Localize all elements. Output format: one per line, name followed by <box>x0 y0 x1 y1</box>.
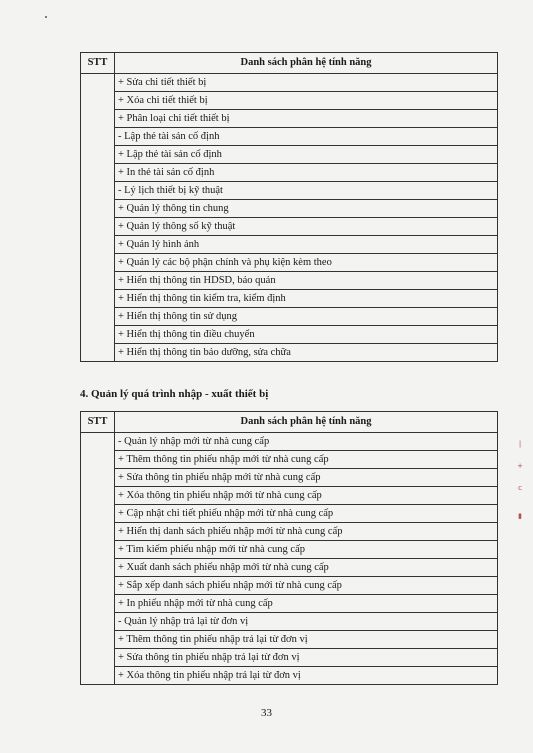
feature-cell: + Quản lý thông tin chung <box>115 200 498 218</box>
feature-cell: + Hiển thị thông tin HDSD, bảo quản <box>115 272 498 290</box>
table-row <box>81 218 498 236</box>
feature-cell: - Quản lý nhập trả lại từ đơn vị <box>115 613 498 631</box>
feature-cell: + Hiển thị thông tin điều chuyển <box>115 326 498 344</box>
feature-table-1 <box>80 52 498 362</box>
feature-cell: + Hiển thị danh sách phiếu nhập mới từ nhà cung cấp <box>115 523 498 541</box>
feature-cell: + Sửa thông tin phiếu nhập trả lại từ đơn vị <box>115 649 498 667</box>
table-header-row <box>81 53 498 74</box>
feature-table-2 <box>80 411 498 685</box>
feature-cell: + Xóa thông tin phiếu nhập trả lại từ đơn vị <box>115 667 498 685</box>
feature-cell: + Xóa chi tiết thiết bị <box>115 92 498 110</box>
margin-mark: | <box>518 440 522 448</box>
table-row <box>81 667 498 685</box>
table-row <box>81 236 498 254</box>
table-row <box>81 505 498 523</box>
table-row <box>81 146 498 164</box>
table-row <box>81 164 498 182</box>
feature-cell: + Cập nhật chi tiết phiếu nhập mới từ nhà cung cấp <box>115 505 498 523</box>
table-row <box>81 559 498 577</box>
header-stt: STT <box>81 412 115 433</box>
table-row <box>81 200 498 218</box>
feature-cell: + Quản lý các bộ phận chính và phụ kiện kèm theo <box>115 254 498 272</box>
table-row <box>81 326 498 344</box>
page-number: 33 <box>261 707 272 719</box>
speck <box>45 16 47 18</box>
feature-cell: + Sắp xếp danh sách phiếu nhập mới từ nhà cung cấp <box>115 577 498 595</box>
feature-cell: + Quản lý thông số kỹ thuật <box>115 218 498 236</box>
table-row <box>81 577 498 595</box>
feature-cell: - Quản lý nhập mới từ nhà cung cấp <box>115 433 498 451</box>
margin-mark: + <box>517 462 523 470</box>
table-header-row <box>81 412 498 433</box>
table-row <box>81 128 498 146</box>
feature-cell: + In phiếu nhập mới từ nhà cung cấp <box>115 595 498 613</box>
feature-cell: + Hiển thị thông tin sử dụng <box>115 308 498 326</box>
table-row <box>81 272 498 290</box>
table-row <box>81 290 498 308</box>
table-row <box>81 487 498 505</box>
feature-cell: + Thêm thông tin phiếu nhập mới từ nhà cung cấp <box>115 451 498 469</box>
feature-cell: - Lập thẻ tài sản cố định <box>115 128 498 146</box>
table-row <box>81 613 498 631</box>
feature-cell: + Sửa chi tiết thiết bị <box>115 74 498 92</box>
table-row <box>81 254 498 272</box>
table-row <box>81 649 498 667</box>
table-row <box>81 110 498 128</box>
feature-cell: + Xuất danh sách phiếu nhập mới từ nhà cung cấp <box>115 559 498 577</box>
table-row <box>81 523 498 541</box>
feature-cell: + Hiển thị thông tin kiểm tra, kiểm định <box>115 290 498 308</box>
table-row <box>81 433 498 451</box>
table-row <box>81 541 498 559</box>
table-row <box>81 74 498 92</box>
feature-cell: + Quản lý hình ảnh <box>115 236 498 254</box>
feature-cell: + Thêm thông tin phiếu nhập trả lại từ đơn vị <box>115 631 498 649</box>
table-row <box>81 92 498 110</box>
header-features: Danh sách phân hệ tính năng <box>115 412 498 433</box>
feature-cell: + Sửa thông tin phiếu nhập mới từ nhà cung cấp <box>115 469 498 487</box>
feature-cell: + Phân loại chi tiết thiết bị <box>115 110 498 128</box>
stt-cell <box>81 74 115 362</box>
feature-cell: + Xóa thông tin phiếu nhập mới từ nhà cung cấp <box>115 487 498 505</box>
table-row <box>81 451 498 469</box>
section-heading: 4. Quản lý quá trình nhập - xuất thiết bị <box>80 388 269 400</box>
table-row <box>81 595 498 613</box>
margin-mark: ▮ <box>518 512 522 520</box>
table-row <box>81 308 498 326</box>
table-row <box>81 631 498 649</box>
margin-mark: c <box>518 484 522 492</box>
feature-cell: - Lý lịch thiết bị kỹ thuật <box>115 182 498 200</box>
feature-cell: + Lập thẻ tài sản cố định <box>115 146 498 164</box>
header-features: Danh sách phân hệ tính năng <box>115 53 498 74</box>
header-stt: STT <box>81 53 115 74</box>
feature-cell: + Tìm kiếm phiếu nhập mới từ nhà cung cấp <box>115 541 498 559</box>
table-body <box>81 74 498 362</box>
table-row <box>81 182 498 200</box>
stt-cell <box>81 433 115 685</box>
table-row <box>81 344 498 362</box>
feature-cell: + In thẻ tài sản cố định <box>115 164 498 182</box>
table-body <box>81 433 498 685</box>
feature-cell: + Hiển thị thông tin bảo dưỡng, sửa chữa <box>115 344 498 362</box>
table-row <box>81 469 498 487</box>
